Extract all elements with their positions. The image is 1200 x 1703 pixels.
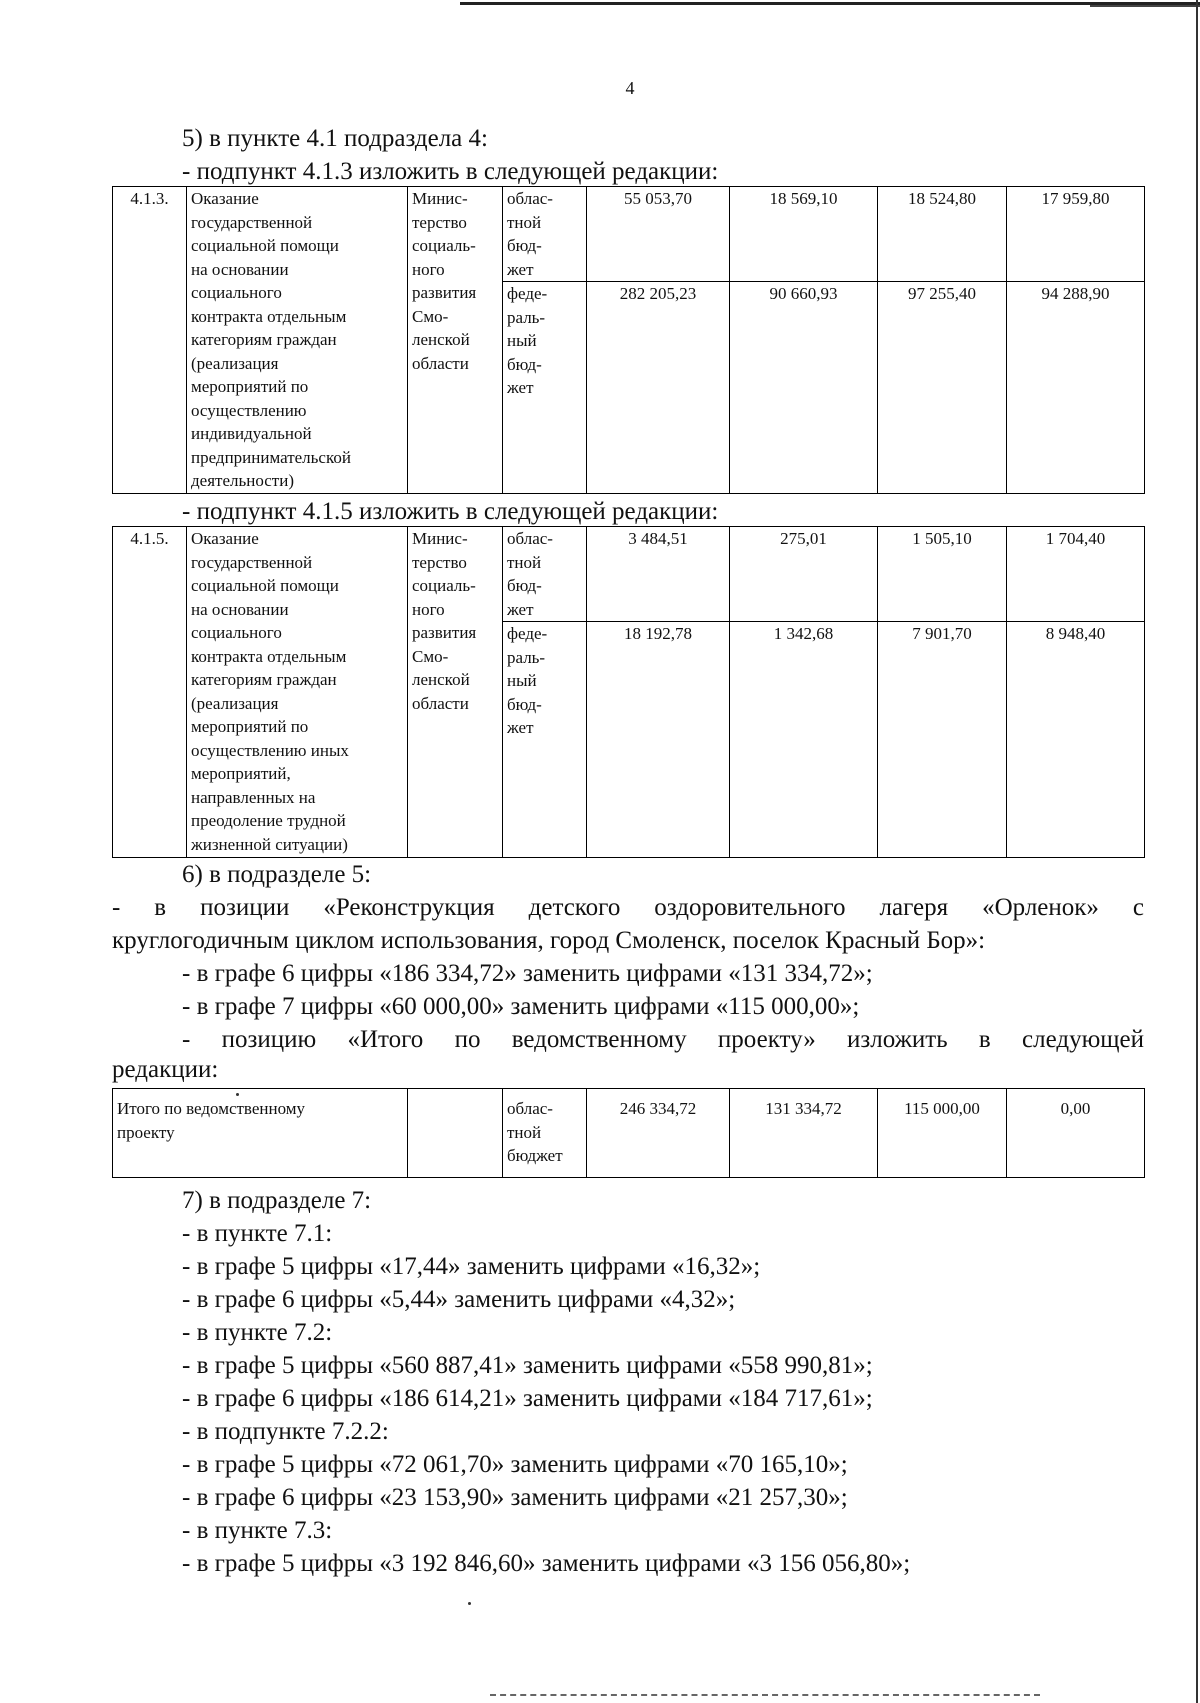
cell-line: направленных на bbox=[191, 787, 316, 807]
cell-line: государственной bbox=[191, 552, 313, 572]
item7-line: - в пункте 7.1: bbox=[182, 1220, 333, 1247]
sub-415-intro: - подпункт 4.1.5 изложить в следующей редакции: bbox=[182, 498, 719, 525]
item7-line: - в пункте 7.3: bbox=[182, 1517, 333, 1544]
scan-edge-top-right bbox=[1090, 5, 1200, 7]
cell-line: жет bbox=[507, 599, 534, 619]
cell-line: облас- bbox=[507, 189, 553, 208]
item6-col7: - в графе 7 цифры «60 000,00» заменить цифрами «115 000,00»; bbox=[182, 993, 860, 1020]
cell-line: облас- bbox=[507, 1099, 553, 1118]
value-cell: 275,01 bbox=[730, 527, 878, 622]
cell-line: осуществлению bbox=[191, 400, 307, 420]
budget-source bbox=[503, 282, 587, 494]
cell-line: мероприятий по bbox=[191, 377, 309, 396]
value-cell: 1 505,10 bbox=[878, 527, 1007, 622]
total-name bbox=[113, 1089, 408, 1178]
value-cell: 3 484,51 bbox=[587, 527, 730, 622]
cell-line: на основании bbox=[191, 599, 289, 619]
scan-edge-top bbox=[460, 2, 1200, 5]
cell-line: раль- bbox=[507, 647, 546, 667]
cell-line: контракта отдельным bbox=[191, 646, 347, 666]
cell-line: жет bbox=[507, 718, 534, 737]
cell-line: (реализация bbox=[191, 353, 279, 373]
table-4-1-3 bbox=[112, 186, 1145, 494]
item7-line: - в графе 5 цифры «72 061,70» заменить цифрами «70 165,10»; bbox=[182, 1451, 848, 1478]
sub-413-intro: - подпункт 4.1.3 изложить в следующей редакции: bbox=[182, 158, 719, 185]
item6-total-line2: редакции: bbox=[112, 1056, 219, 1083]
cell-line: предпринимательской bbox=[191, 447, 351, 467]
cell-line: социаль- bbox=[412, 236, 476, 255]
scan-edge-bottom bbox=[490, 1694, 1040, 1696]
value-cell: 282 205,23 bbox=[587, 282, 730, 494]
item7-line: - в графе 5 цифры «17,44» заменить цифрами «16,32»; bbox=[182, 1253, 761, 1280]
table-row bbox=[113, 527, 1145, 622]
item5-heading: 5) в пункте 4.1 подраздела 4: bbox=[182, 125, 488, 152]
cell-line: бюджет bbox=[507, 1146, 563, 1165]
value-cell: 246 334,72 bbox=[587, 1089, 730, 1178]
table-row bbox=[113, 1089, 1145, 1178]
cell-line: Минис- bbox=[412, 189, 468, 208]
cell-line: ный bbox=[507, 331, 537, 350]
value-cell: 55 053,70 bbox=[587, 187, 730, 282]
item6-position-line1: - в позиции «Реконструкция детского оздоровительного лагеря «Орленок» с bbox=[112, 894, 1144, 921]
cell-line: Минис- bbox=[412, 529, 468, 548]
page-number: 4 bbox=[625, 78, 635, 98]
cell-line: социальной помощи bbox=[191, 576, 339, 595]
value-cell: 115 000,00 bbox=[878, 1089, 1007, 1178]
budget-source bbox=[503, 527, 587, 622]
item7-line: - в графе 5 цифры «560 887,41» заменить цифрами «558 990,81»; bbox=[182, 1352, 873, 1379]
cell-line: бюд- bbox=[507, 354, 542, 374]
cell-line: жет bbox=[507, 259, 534, 279]
cell-line: мероприятий по bbox=[191, 717, 309, 736]
value-cell: 7 901,70 bbox=[878, 622, 1007, 858]
cell-line: контракта отдельным bbox=[191, 306, 347, 326]
cell-line: раль- bbox=[507, 307, 546, 327]
cell-line: государственной bbox=[191, 212, 313, 232]
cell-line: индивидуальной bbox=[191, 424, 312, 443]
cell-line: Оказание bbox=[191, 189, 259, 208]
cell-line: (реализация bbox=[191, 693, 279, 713]
cell-line: бюд- bbox=[507, 694, 542, 714]
cell-line: ленской bbox=[412, 330, 470, 349]
item7-line: - в пункте 7.2: bbox=[182, 1319, 333, 1346]
cell-line: развития bbox=[412, 283, 477, 302]
cell-line: бюд- bbox=[507, 576, 542, 595]
value-cell: 131 334,72 bbox=[730, 1089, 878, 1178]
value-cell: 17 959,80 bbox=[1007, 187, 1145, 282]
table-row bbox=[113, 187, 1145, 282]
value-cell: 18 192,78 bbox=[587, 622, 730, 858]
cell-line: терство bbox=[412, 552, 467, 572]
row-executor bbox=[408, 527, 503, 858]
value-cell: 8 948,40 bbox=[1007, 622, 1145, 858]
item7-line: - в подпункте 7.2.2: bbox=[182, 1418, 389, 1445]
cell-line: тной bbox=[507, 552, 542, 572]
cell-line: феде- bbox=[507, 624, 548, 643]
cell-line: Смо- bbox=[412, 306, 449, 326]
cell-line: области bbox=[412, 353, 469, 373]
cell-line: ного bbox=[412, 599, 445, 619]
cell-line: преодоление трудной bbox=[191, 811, 346, 830]
cell-line: тной bbox=[507, 212, 542, 232]
item7-line: - в графе 6 цифры «186 614,21» заменить цифрами «184 717,61»; bbox=[182, 1385, 873, 1412]
cell-line: на основании bbox=[191, 259, 289, 279]
cell-line: Оказание bbox=[191, 529, 259, 548]
row-code: 4.1.3. bbox=[113, 187, 187, 494]
value-cell: 1 704,40 bbox=[1007, 527, 1145, 622]
budget-source bbox=[503, 622, 587, 858]
item7-line: - в графе 6 цифры «5,44» заменить цифрами «4,32»; bbox=[182, 1286, 736, 1313]
row-name bbox=[187, 527, 408, 858]
value-cell: 97 255,40 bbox=[878, 282, 1007, 494]
cell-line: социального bbox=[191, 623, 282, 642]
value-cell: 90 660,93 bbox=[730, 282, 878, 494]
value-cell: 18 524,80 bbox=[878, 187, 1007, 282]
budget-source bbox=[503, 1089, 587, 1178]
cell-line: ный bbox=[507, 671, 537, 690]
row-executor bbox=[408, 187, 503, 494]
cell-line: тной bbox=[507, 1122, 542, 1142]
cell-line: жизненной ситуации) bbox=[191, 834, 348, 854]
cell-line: социальной помощи bbox=[191, 236, 339, 255]
item7-line: - в графе 5 цифры «3 192 846,60» заменить цифрами «3 156 056,80»; bbox=[182, 1550, 911, 1577]
value-cell: 18 569,10 bbox=[730, 187, 878, 282]
cell-line: феде- bbox=[507, 284, 548, 303]
empty-cell bbox=[408, 1089, 503, 1178]
cell-line: осуществлению иных bbox=[191, 740, 349, 760]
scan-edge-right bbox=[1196, 0, 1198, 1703]
cell-line: развития bbox=[412, 623, 477, 642]
cell-line: категориям граждан bbox=[191, 330, 337, 349]
value-cell: 0,00 bbox=[1007, 1089, 1145, 1178]
cell-line: бюд- bbox=[507, 236, 542, 255]
item6-position-line2: круглогодичным циклом использования, город Смоленск, поселок Красный Бор»: bbox=[112, 927, 986, 954]
cell-line: Смо- bbox=[412, 646, 449, 666]
cell-line: ного bbox=[412, 259, 445, 279]
cell-line: категориям граждан bbox=[191, 670, 337, 689]
value-cell: 94 288,90 bbox=[1007, 282, 1145, 494]
cell-line: облас- bbox=[507, 529, 553, 548]
table-4-1-5 bbox=[112, 526, 1145, 858]
cell-line: Итого по ведомственному bbox=[117, 1099, 306, 1118]
cell-line: проекту bbox=[117, 1122, 175, 1142]
row-name bbox=[187, 187, 408, 494]
cell-line: ленской bbox=[412, 670, 470, 689]
cell-line: деятельности) bbox=[191, 471, 294, 490]
cell-line: области bbox=[412, 693, 469, 713]
cell-line: терство bbox=[412, 212, 467, 232]
cell-line: мероприятий, bbox=[191, 764, 291, 783]
item6-heading: 6) в подразделе 5: bbox=[182, 861, 372, 888]
cell-line: социаль- bbox=[412, 576, 476, 595]
item6-total-line1: - позицию «Итого по ведомственному проекту» изложить в следующей bbox=[182, 1026, 1144, 1053]
table-total bbox=[112, 1088, 1145, 1178]
cell-line: социального bbox=[191, 283, 282, 302]
budget-source bbox=[503, 187, 587, 282]
scan-speck bbox=[468, 1602, 471, 1605]
item7-line: - в графе 6 цифры «23 153,90» заменить цифрами «21 257,30»; bbox=[182, 1484, 848, 1511]
value-cell: 1 342,68 bbox=[730, 622, 878, 858]
item6-col6: - в графе 6 цифры «186 334,72» заменить цифрами «131 334,72»; bbox=[182, 960, 873, 987]
item7-heading: 7) в подразделе 7: bbox=[182, 1187, 372, 1214]
row-code: 4.1.5. bbox=[113, 527, 187, 858]
cell-line: жет bbox=[507, 378, 534, 397]
